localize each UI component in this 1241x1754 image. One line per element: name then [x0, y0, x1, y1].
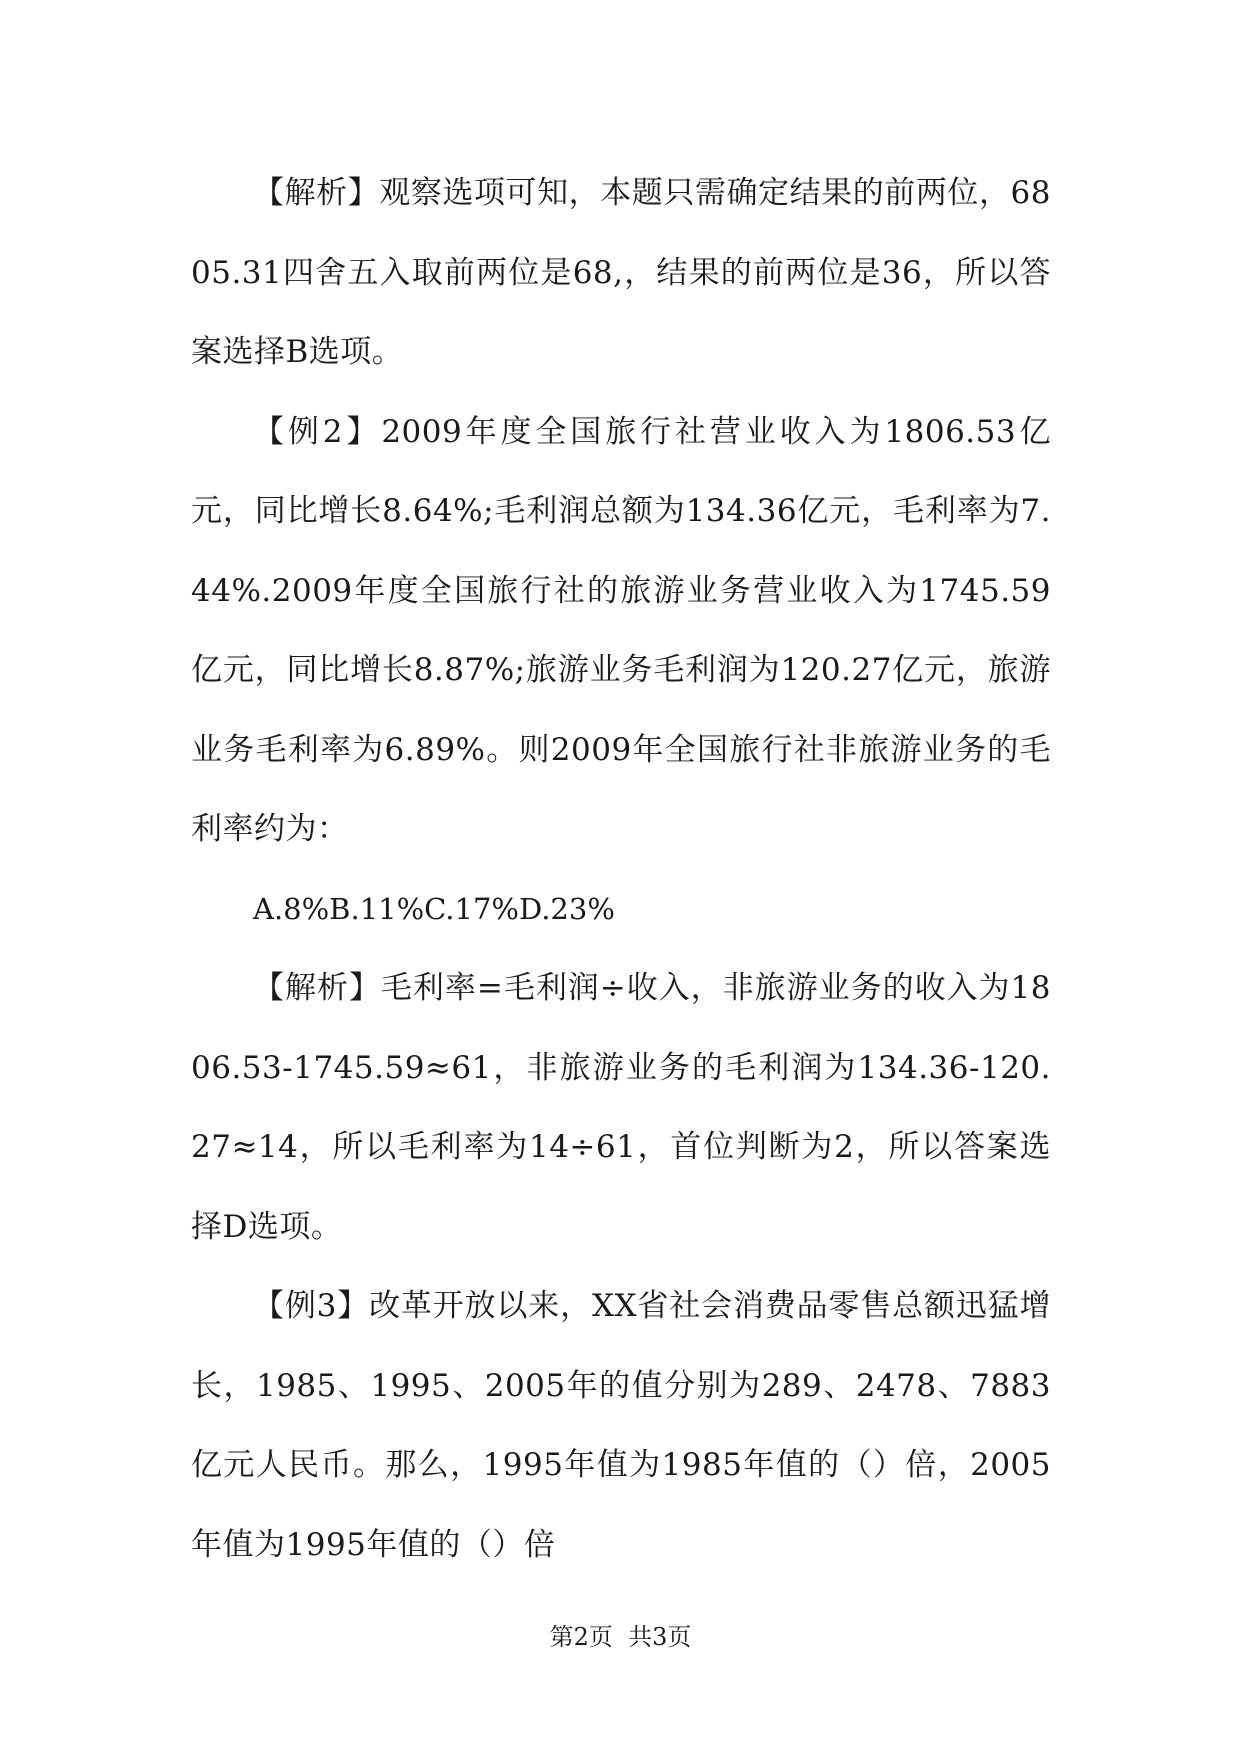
example-2-question: 【例2】2009年度全国旅行社营业收入为1806.53亿元，同比增长8.64%;毛利润总额为134.36亿元，毛利率为7.44%.2009年度全国旅行社的旅游业务营业收入为1745.59亿元，同比增长8.87%;旅游业务毛利润为120.27亿元，旅游业务毛利率为6.89%。则2009年全国旅行社非旅游业务的毛利率约为：	[191, 413, 1051, 847]
analysis-paragraph-2: 【解析】毛利率=毛利润÷收入，非旅游业务的收入为1806.53-1745.59≈61，非旅游业务的毛利润为134.36-120.27≈14，所以毛利率为14÷61，首位判断为2，所以答案选择D选项。	[191, 970, 1051, 1245]
example-3-question: 【例3】改革开放以来，XX省社会消费品零售总额迅猛增长，1985、1995、2005年的值分别为289、2478、7883亿元人民币。那么，1995年值为1985年值的（）倍，2005年值为1995年值的（）倍	[191, 1288, 1051, 1563]
analysis-paragraph-1: 【解析】观察选项可知，本题只需确定结果的前两位，6805.31四舍五入取前两位是68,，结果的前两位是36，所以答案选择B选项。	[191, 175, 1051, 370]
page-footer: 第2页 共3页	[549, 1623, 692, 1651]
example-2-options: A.8%B.11%C.17%D.23%	[253, 891, 615, 926]
page-body	[191, 154, 1051, 1585]
